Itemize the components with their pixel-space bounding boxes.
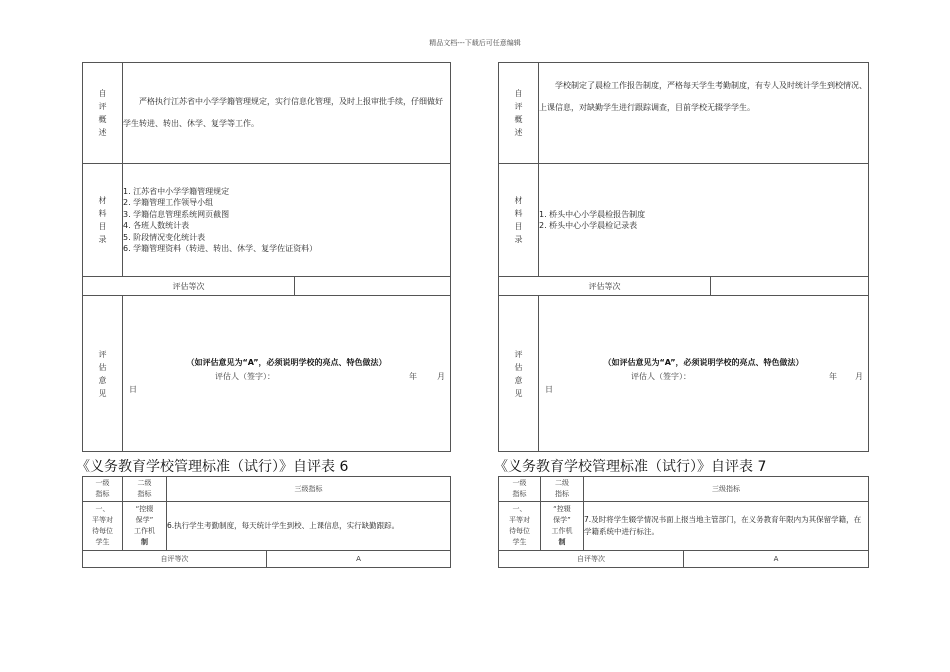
right-table-title: 《义务教育学校管理标准（试行）》自评表 7 xyxy=(494,459,767,475)
right-evaluation-table xyxy=(498,62,869,452)
level3-header: 三级指标 xyxy=(167,477,451,502)
indicator-text: 7.及时将学生辍学情况书面上报当地主管部门，在义务教育年限内为其保留学籍，在学籍系统中进行标注。 xyxy=(584,502,869,551)
list-item: 5. 阶段情况变化统计表 xyxy=(123,232,206,242)
self-rating-label: 自评等次 xyxy=(499,551,684,568)
self-eval-text: 严格执行江苏省中小学学籍管理规定，实行信息化管理，及时上报审批手续，仔细做好学生转进、转出、休学、复学等工作。 xyxy=(123,63,451,164)
level2-value: “控辍 保学” 工作机 制 xyxy=(541,502,584,551)
month-label: 月 xyxy=(855,372,863,381)
materials-list xyxy=(539,164,869,277)
level2-header: 二级 指标 xyxy=(541,477,584,502)
list-item: 1. 江苏省中小学学籍管理规定 xyxy=(123,186,230,196)
right-indicator-table xyxy=(498,476,869,568)
left-table-title: 《义务教育学校管理标准（试行）》自评表 6 xyxy=(76,459,349,475)
rating-level-label: 评估等次 xyxy=(499,277,711,296)
evaluator-label: 评估人（签字）： xyxy=(215,372,275,381)
materials-label: 材 料 目 录 xyxy=(83,164,123,277)
list-item: 1. 桥头中心小学晨检报告制度 xyxy=(539,209,646,219)
rating-level-value[interactable] xyxy=(295,277,451,296)
list-item: 6. 学籍管理资料（转进、转出、休学、复学佐证资料） xyxy=(123,244,318,253)
opinion-label: 评 估 意 见 xyxy=(83,296,123,452)
rating-level-value[interactable] xyxy=(711,277,869,296)
opinion-note: （如评估意见为“A”，必须说明学校的亮点、特色做法） xyxy=(186,358,387,367)
self-eval-label: 自 评 概 述 xyxy=(83,63,123,164)
indicator-text: 6.执行学生考勤制度，每天统计学生到校、上课信息，实行缺勤跟踪。 xyxy=(167,502,451,551)
left-indicator-table xyxy=(82,476,451,568)
level1-value: 一、 平等对 待每位 学生 xyxy=(83,502,123,551)
opinion-cell[interactable] xyxy=(539,296,869,452)
self-rating-label: 自评等次 xyxy=(83,551,267,568)
rating-level-label: 评估等次 xyxy=(83,277,295,296)
year-label: 年 xyxy=(829,372,837,381)
materials-list xyxy=(123,164,451,277)
list-item: 3. 学籍信息管理系统网页截图 xyxy=(123,209,230,219)
level2-value: “控辍 保学” 工作机 制 xyxy=(123,502,167,551)
evaluator-label: 评估人（签字）： xyxy=(631,372,691,381)
level1-header: 一级 指标 xyxy=(499,477,541,502)
opinion-label: 评 估 意 见 xyxy=(499,296,539,452)
self-rating-value[interactable]: A xyxy=(267,551,451,568)
materials-label: 材 料 目 录 xyxy=(499,164,539,277)
opinion-note: （如评估意见为“A”，必须说明学校的亮点、特色做法） xyxy=(603,358,804,367)
level1-value: 一、 平等对 待每位 学生 xyxy=(499,502,541,551)
opinion-cell[interactable] xyxy=(123,296,451,452)
self-eval-label: 自 评 概 述 xyxy=(499,63,539,164)
month-label: 月 xyxy=(437,372,445,381)
self-eval-text: 学校制定了晨检工作报告制度，严格每天学生考勤制度，有专人及时统计学生到校情况、上课信息，对缺勤学生进行跟踪调查，目前学校无辍学学生。 xyxy=(539,63,869,164)
day-label: 日 xyxy=(129,385,137,394)
left-evaluation-table xyxy=(82,62,451,452)
list-item: 2. 桥头中心小学晨检记录表 xyxy=(539,221,638,230)
day-label: 日 xyxy=(545,385,553,394)
year-label: 年 xyxy=(409,372,417,381)
list-item: 4. 各班人数统计表 xyxy=(123,221,190,230)
self-rating-value[interactable]: A xyxy=(684,551,869,568)
level1-header: 一级 指标 xyxy=(83,477,123,502)
list-item: 2. 学籍管理工作领导小组 xyxy=(123,198,214,207)
header-note: 精品文档---下载后可任意编辑 xyxy=(429,39,521,47)
level3-header: 三级指标 xyxy=(584,477,869,502)
level2-header: 二级 指标 xyxy=(123,477,167,502)
